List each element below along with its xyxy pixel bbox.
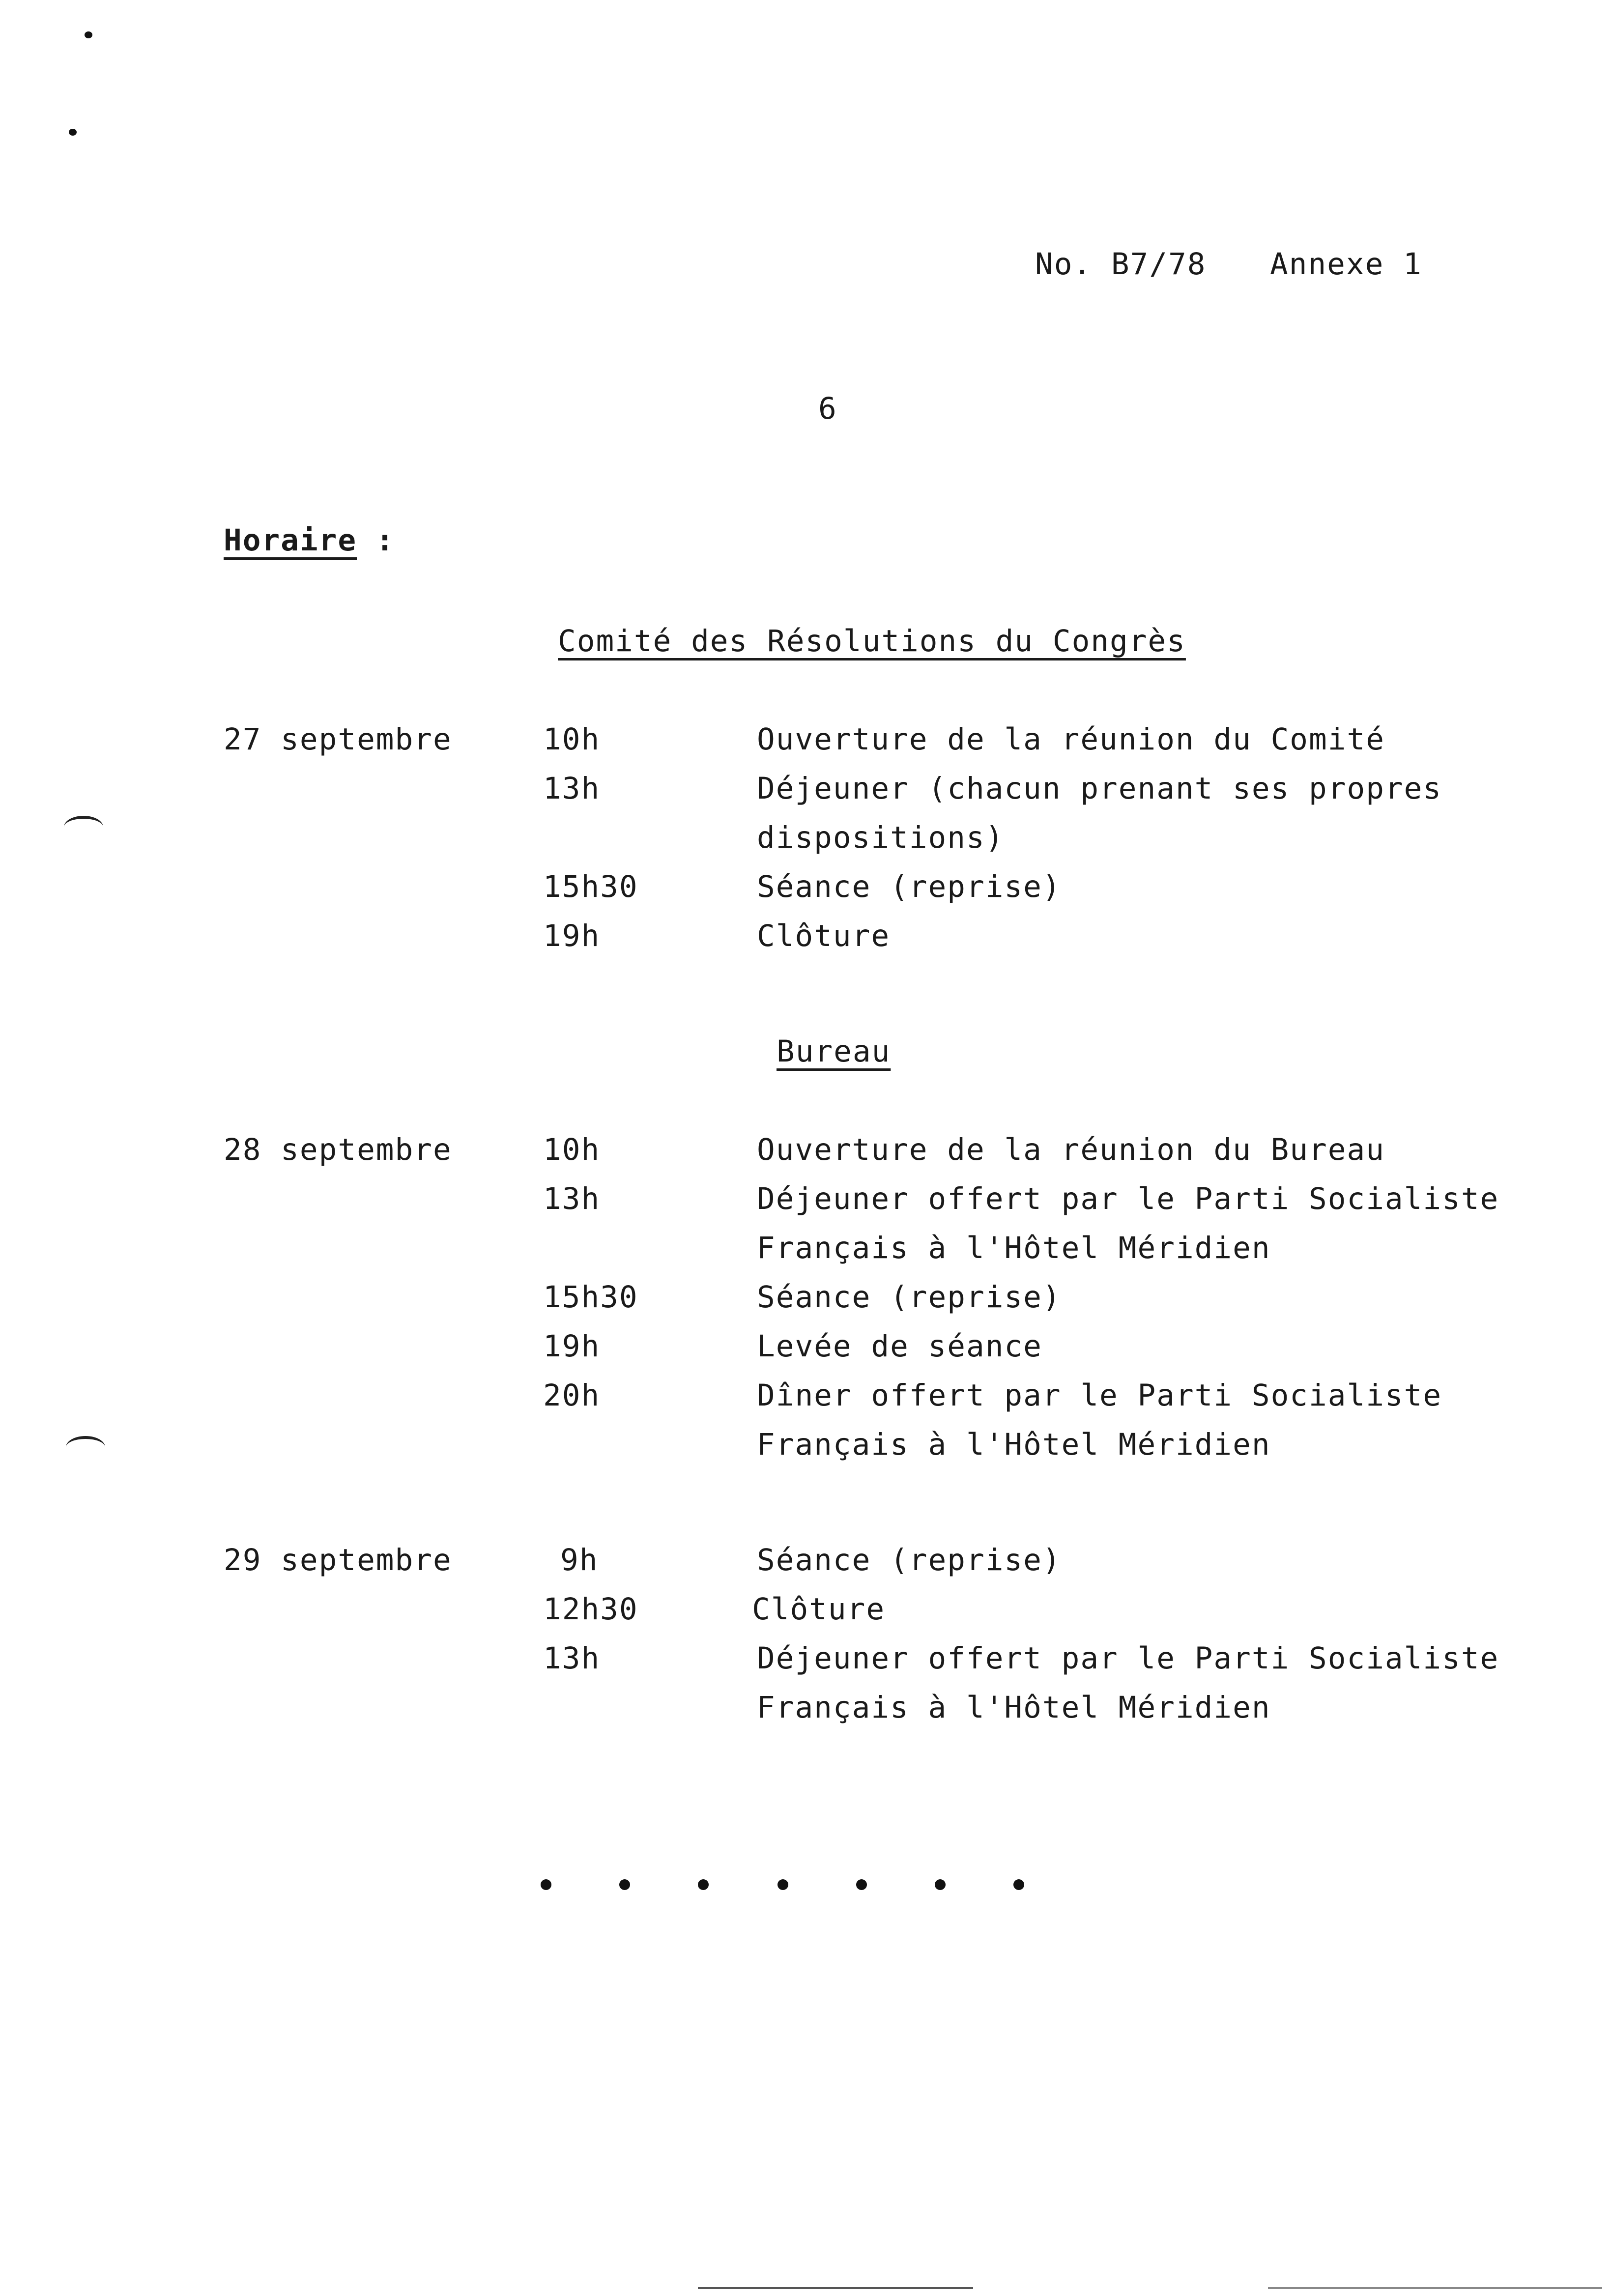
- entry-time: 19h: [543, 1329, 601, 1364]
- entry-description: Levée de séance: [757, 1329, 1042, 1364]
- scan-speck: [85, 31, 92, 38]
- entry-description: Dîner offert par le Parti Socialiste: [757, 1378, 1442, 1413]
- entry-time: 12h30: [543, 1592, 638, 1627]
- entry-description: Ouverture de la réunion du Comité: [757, 722, 1385, 757]
- schedule-heading-word: Horaire: [224, 523, 357, 558]
- entry-description: Déjeuner offert par le Parti Socialiste: [757, 1181, 1499, 1216]
- scan-edge-line: [1268, 2287, 1602, 2289]
- entry-description: Clôture: [752, 1592, 886, 1627]
- entry-time: 13h: [543, 771, 601, 806]
- entry-time: 9h: [560, 1543, 599, 1578]
- separator-dot: [1013, 1879, 1024, 1890]
- entry-time: 15h30: [543, 1280, 638, 1315]
- day-date: 28 septembre: [224, 1132, 452, 1167]
- entry-description: Déjeuner (chacun prenant ses propres: [757, 771, 1442, 806]
- document-number: No. B7/78: [1035, 247, 1207, 282]
- entry-description: Séance (reprise): [757, 869, 1062, 904]
- entry-description: Séance (reprise): [757, 1543, 1062, 1578]
- annex-label: Annexe 1: [1270, 247, 1422, 282]
- entry-time: 10h: [543, 722, 601, 757]
- section-title-bureau: Bureau: [777, 1034, 891, 1069]
- punch-hole-mark: [66, 1436, 105, 1459]
- entry-description: Clôture: [757, 918, 891, 953]
- entry-time: 19h: [543, 918, 601, 953]
- entry-description-continued: Français à l'Hôtel Méridien: [757, 1231, 1271, 1265]
- entry-time: 13h: [543, 1641, 601, 1676]
- entry-description: Séance (reprise): [757, 1280, 1062, 1315]
- separator-dot: [541, 1879, 551, 1890]
- entry-time: 20h: [543, 1378, 601, 1413]
- day-date: 29 septembre: [224, 1543, 452, 1578]
- entry-time: 15h30: [543, 869, 638, 904]
- entry-description: Ouverture de la réunion du Bureau: [757, 1132, 1385, 1167]
- separator-dot: [856, 1879, 867, 1890]
- separator-dot: [777, 1879, 788, 1890]
- page-number: 6: [818, 391, 837, 426]
- separator-dot: [619, 1879, 630, 1890]
- schedule-heading: [224, 516, 395, 565]
- day-date: 27 septembre: [224, 722, 452, 757]
- schedule-heading-colon: :: [357, 523, 395, 558]
- scan-edge-line: [698, 2287, 973, 2289]
- entry-description-continued: Français à l'Hôtel Méridien: [757, 1690, 1271, 1725]
- entry-time: 13h: [543, 1181, 601, 1216]
- entry-description-continued: dispositions): [757, 820, 1005, 855]
- section-title-committee: Comité des Résolutions du Congrès: [558, 624, 1186, 659]
- entry-description-continued: Français à l'Hôtel Méridien: [757, 1427, 1271, 1462]
- punch-hole-mark: [64, 816, 103, 838]
- separator-dot: [698, 1879, 709, 1890]
- separator-dot: [935, 1879, 946, 1890]
- entry-time: 10h: [543, 1132, 601, 1167]
- entry-description: Déjeuner offert par le Parti Socialiste: [757, 1641, 1499, 1676]
- scan-speck: [69, 129, 77, 136]
